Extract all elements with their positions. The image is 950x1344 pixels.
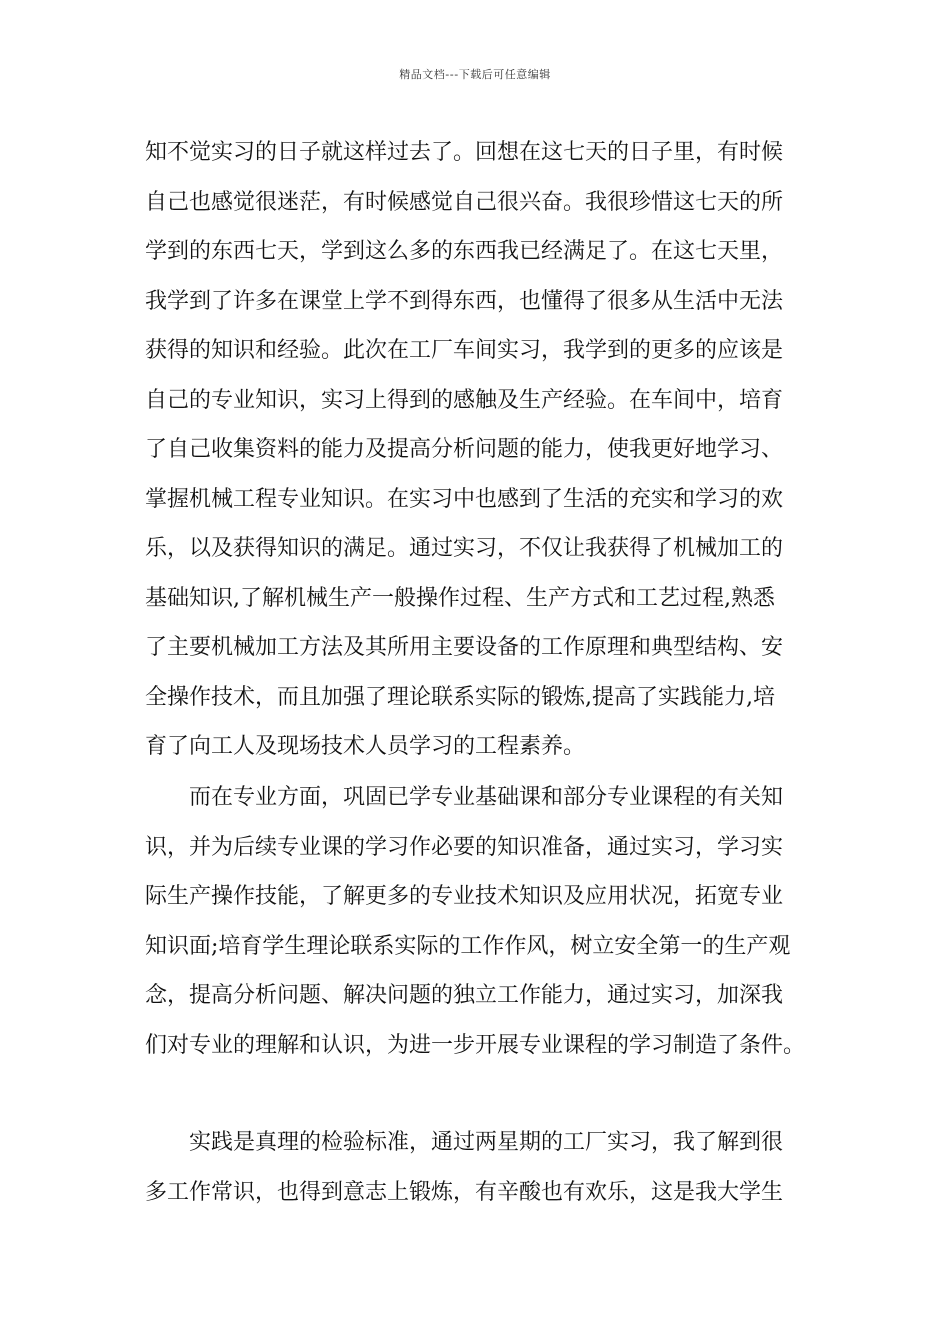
text-line: 乐，以及获得知识的满足。通过实习，不仅让我获得了机械加工的 — [145, 536, 784, 561]
text-line: 自己的专业知识，实习上得到的感触及生产经验。在车间中，培育 — [145, 387, 784, 413]
text-line: 育了向工人及现场技术人员学习的工程素养。 — [145, 734, 586, 759]
paragraph-3 — [145, 1118, 813, 1217]
text-line: 基础知识,了解机械生产一般操作过程、生产方式和工艺过程,熟悉 — [145, 585, 775, 611]
text-line: 自己也感觉很迷茫，有时候感觉自己很兴奋。我很珍惜这七天的所 — [145, 189, 784, 215]
text-line: 获得的知识和经验。此次在工厂车间实习，我学到的更多的应该是 — [145, 338, 784, 363]
text-line: 学到的东西七天，学到这么多的东西我已经满足了。在这七天里， — [145, 239, 784, 264]
text-line: 识，并为后续专业课的学习作必要的知识准备，通过实习，学习实 — [145, 834, 784, 860]
text-line: 我学到了许多在课堂上学不到得东西，也懂得了很多从生活中无法 — [145, 288, 784, 314]
text-line: 念，提高分析问题、解决问题的独立工作能力，通过实习，加深我 — [145, 983, 784, 1008]
text-line: 际生产操作技能，了解更多的专业技术知识及应用状况，拓宽专业 — [145, 884, 784, 909]
text-line: 掌握机械工程专业知识。在实习中也感到了生活的充实和学习的欢 — [145, 486, 784, 512]
text-line: 了主要机械加工方法及其所用主要设备的工作原理和典型结构、安 — [145, 635, 784, 660]
text-line: 知识面;培育学生理论联系实际的工作作风，树立安全第一的生产观 — [145, 933, 791, 959]
text-line: 们对专业的理解和认识，为进一步开展专业课程的学习制造了条件。 — [145, 1032, 806, 1058]
text-line: 了自己收集资料的能力及提高分析问题的能力，使我更好地学习、 — [145, 437, 784, 462]
text-line: 多工作常识，也得到意志上锻炼，有辛酸也有欢乐，这是我大学生 — [145, 1179, 784, 1205]
text-line: 实践是真理的检验标准，通过两星期的工厂实习，我了解到很 — [145, 1130, 784, 1155]
text-line: 而在专业方面，巩固已学专业基础课和部分专业课程的有关知 — [145, 785, 784, 810]
paragraph-2 — [145, 773, 813, 1070]
text-line: 全操作技术，而且加强了理论联系实际的锻炼,提高了实践能力,培 — [145, 684, 775, 710]
paragraph-1 — [145, 128, 813, 772]
text-line: 知不觉实习的日子就这样过去了。回想在这七天的日子里，有时候 — [145, 140, 784, 165]
page-header: 精品文档---下载后可任意编辑 — [399, 68, 551, 81]
